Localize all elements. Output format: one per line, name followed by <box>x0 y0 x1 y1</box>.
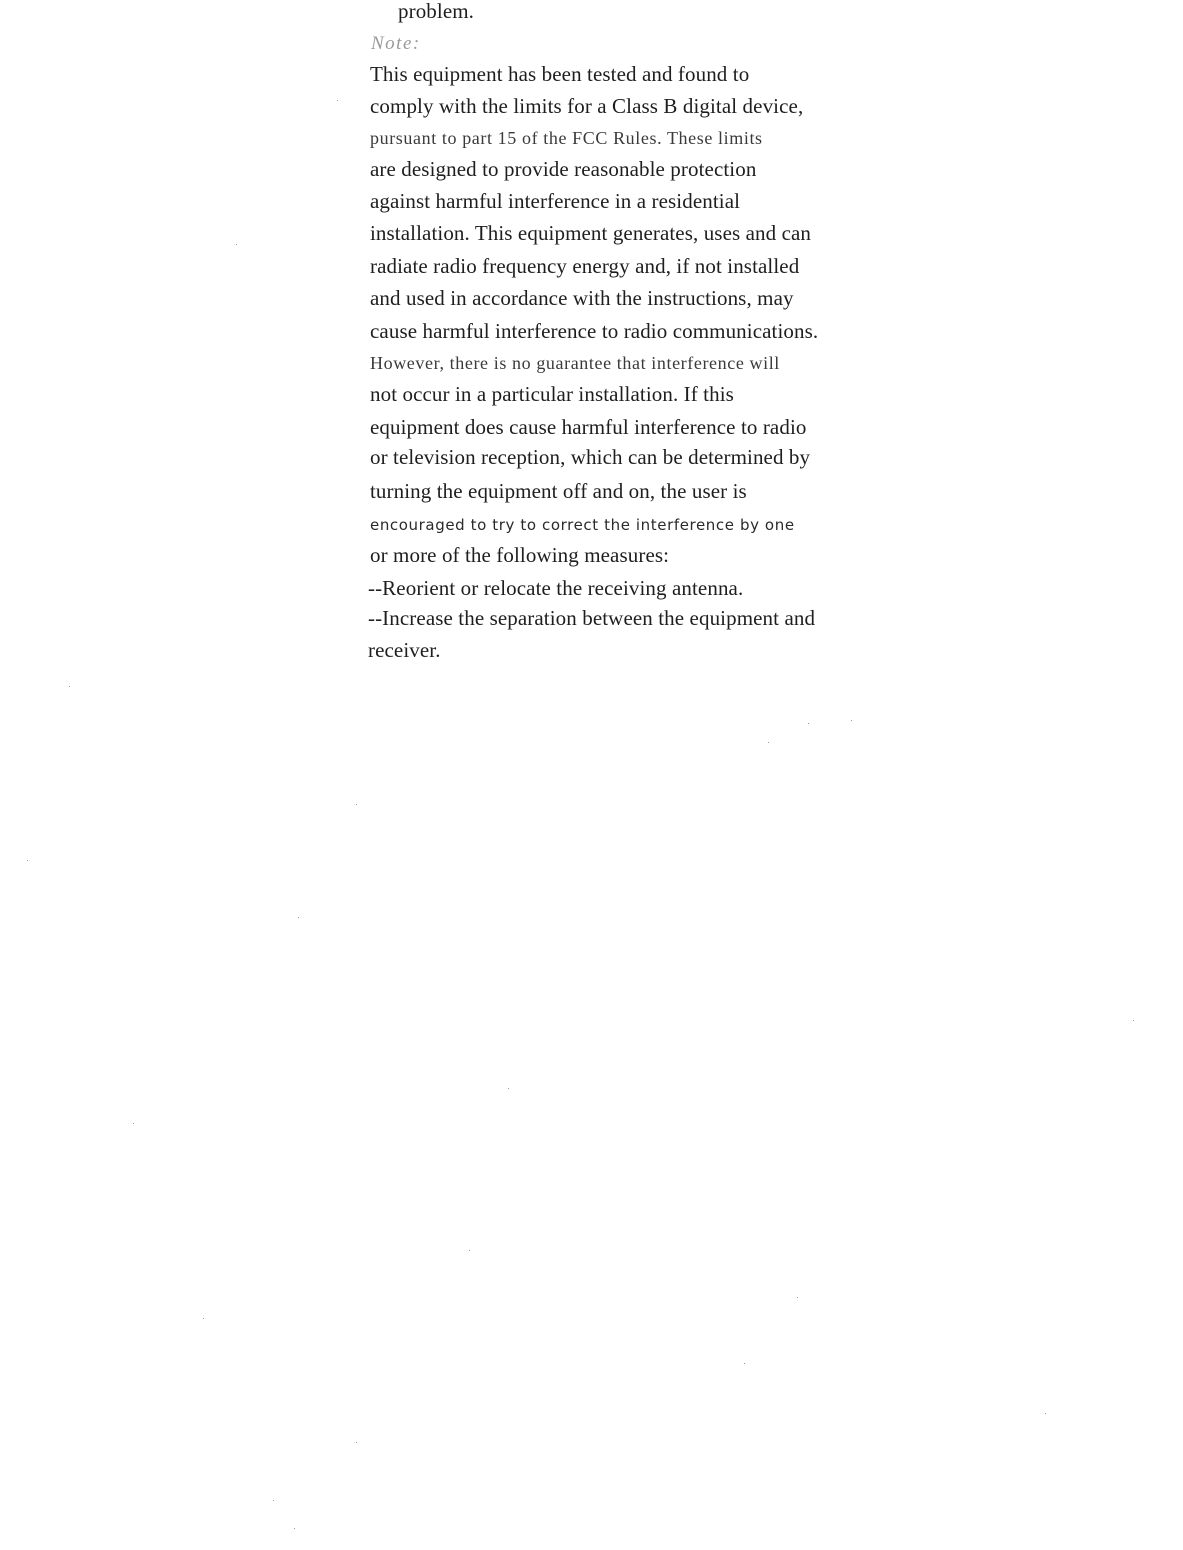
scan-speck <box>808 723 809 724</box>
note-label: Note: <box>371 33 421 54</box>
body-line: equipment does cause harmful interference to radio <box>370 415 807 439</box>
scan-speck <box>469 1250 470 1251</box>
body-line: or more of the following measures: <box>370 543 670 567</box>
body-line: --Reorient or relocate the receiving antenna. <box>368 576 744 600</box>
body-line: --Increase the separation between the equipment and <box>368 606 816 630</box>
body-line: cause harmful interference to radio communications. <box>370 319 819 343</box>
scan-speck <box>797 1297 798 1298</box>
body-line: pursuant to part 15 of the FCC Rules. These limits <box>370 128 763 148</box>
scan-speck <box>273 1500 274 1501</box>
scan-speck <box>133 1123 134 1124</box>
body-line: against harmful interference in a residential <box>370 189 741 213</box>
scan-speck <box>851 720 852 721</box>
scan-speck <box>1045 1413 1046 1414</box>
scan-speck <box>768 742 769 743</box>
body-line: or television reception, which can be determined by <box>370 445 811 469</box>
scan-speck <box>27 860 28 861</box>
scan-speck <box>356 804 357 805</box>
scan-speck <box>356 1442 357 1443</box>
body-line: comply with the limits for a Class B digital device, <box>370 94 804 118</box>
body-line: installation. This equipment generates, uses and can <box>370 221 812 245</box>
scan-speck <box>744 1363 745 1364</box>
body-line: are designed to provide reasonable protection <box>370 157 757 181</box>
scan-speck <box>69 686 70 687</box>
lead-text: problem. <box>398 0 475 23</box>
scan-speck <box>508 1088 509 1089</box>
scan-speck <box>236 244 237 245</box>
body-line: turning the equipment off and on, the user is <box>370 479 747 503</box>
body-line: However, there is no guarantee that interference will <box>370 353 780 373</box>
body-line: receiver. <box>368 638 441 662</box>
scan-speck <box>337 100 338 101</box>
scan-speck <box>203 1318 204 1319</box>
body-line: and used in accordance with the instructions, may <box>370 286 794 310</box>
scan-speck <box>298 917 299 918</box>
scan-speck <box>1133 1020 1134 1021</box>
body-line: not occur in a particular installation. If this <box>370 382 734 406</box>
body-line: radiate radio frequency energy and, if not installed <box>370 254 800 278</box>
body-line: This equipment has been tested and found to <box>370 62 750 86</box>
body-line: encouraged to try to correct the interference by one <box>370 516 795 534</box>
scan-speck <box>294 1528 295 1529</box>
